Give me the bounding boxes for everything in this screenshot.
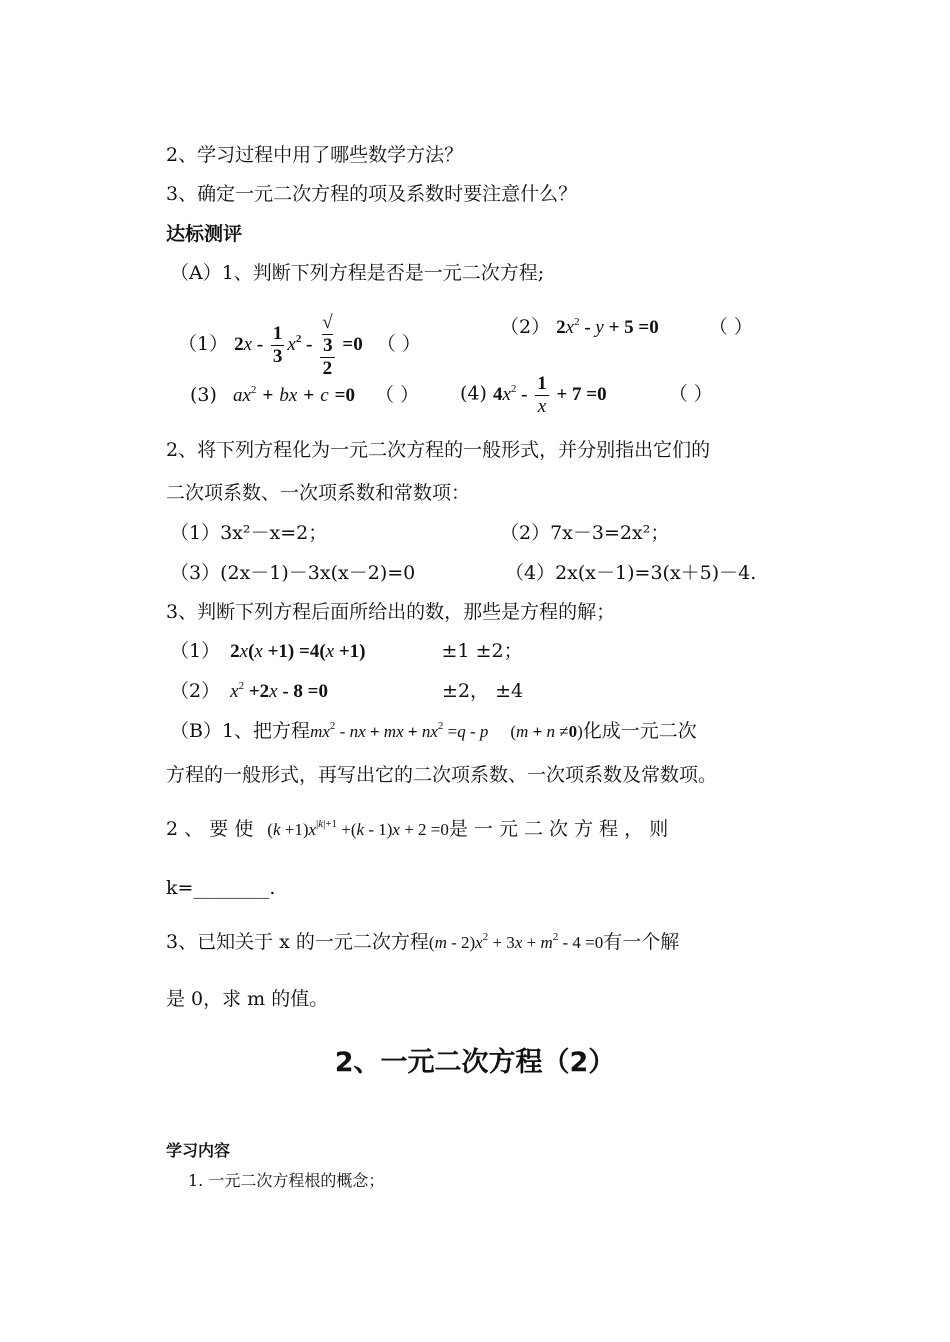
section-title: 达标测评 <box>166 223 243 245</box>
item-number: (4) <box>460 382 487 405</box>
equation: $ax^2$ + bx + c =0 <box>232 384 355 406</box>
lesson-title: 2、一元二次方程（2） <box>334 1047 616 1078</box>
equation: $2x^2 - y + 5 =0$ <box>556 316 659 338</box>
solution-values: ±2， ±4 <box>442 680 524 702</box>
answer-blank[interactable]: （ ） <box>708 316 753 338</box>
partB-q1 <box>170 722 697 741</box>
item-number: (3) <box>190 384 217 406</box>
partB-q2-line2[interactable]: k=________. <box>166 877 276 899</box>
partA-q1-label: （A）1、判断下列方程是否是一元二次方程; <box>170 262 545 284</box>
list-item: （3）(2x－1)－3x(x－2)=0 <box>170 562 416 584</box>
partB-q1-suffix: 化成一元二次 <box>582 720 697 742</box>
partB-q1-line2: 方程的一般形式，再写出它的二次项系数、一次项系数及常数项。 <box>166 764 718 786</box>
partA-q3-label: 3、判断下列方程后面所给出的数，那些是方程的解； <box>166 601 616 623</box>
reflection-q2: 2、学习过程中用了哪些数学方法？ <box>166 144 464 166</box>
equation: $x^2 +2x - 8 =0$ <box>230 680 328 702</box>
item-number: （1） <box>178 333 229 356</box>
equation-row <box>170 682 523 701</box>
equation-row <box>170 642 523 661</box>
list-item: （1）3x²－x=2； <box>170 522 328 544</box>
equation: $mx^2$ - nx + mx + $nx^2 =q - p$ <box>310 720 489 741</box>
item-number: （2） <box>170 680 221 702</box>
equation: $4x^2$ - $\frac{1}{x}$ + 7 =0 <box>492 373 607 417</box>
partB-q3-line2: 是 0，求 m 的值。 <box>166 988 329 1010</box>
partA-q2-line1: 2、将下列方程化为一元二次方程的一般形式，并分别指出它们的 <box>166 439 711 461</box>
item-number: （1） <box>170 640 221 662</box>
lesson-item: 1. 一元二次方程根的概念； <box>188 1171 385 1190</box>
partB-q1-prefix: （B）1、把方程 <box>170 720 311 742</box>
equation-row <box>500 318 753 337</box>
answer-blank[interactable]: （ ） <box>375 384 420 406</box>
solution-values: ±1 ±2； <box>441 640 523 662</box>
partB-q2-suffix: 是 一 元 二 次 方 程 ， 则 <box>448 818 669 840</box>
list-item: （4）2x(x－1)=3(x＋5)－4. <box>505 562 757 584</box>
equation: 2x(x +1) =4(x +1) <box>230 641 366 662</box>
partB-q2 <box>166 820 786 839</box>
equation: $(k +1)x^{|k|+1} +(k - 1)x + 2 =0$ <box>267 818 449 839</box>
partB-q3-prefix: 3、已知关于 x 的一元二次方程 <box>166 931 429 953</box>
equation-row <box>460 373 713 418</box>
lesson-subtitle: 学习内容 <box>166 1141 231 1160</box>
partB-q3 <box>166 933 679 952</box>
condition: (m + n ≠0) <box>510 722 583 741</box>
item-number: （2） <box>500 316 551 338</box>
equation: $(m - 2)x^2 + 3x + m^2 - 4 =0$ <box>428 931 604 952</box>
partA-q2-line2: 二次项系数、一次项系数和常数项： <box>166 482 471 504</box>
equation-row <box>178 312 421 380</box>
answer-blank[interactable]: （ ） <box>668 382 713 405</box>
reflection-q3: 3、确定一元二次方程的项及系数时要注意什么？ <box>166 183 578 205</box>
list-item: （2）7x－3=2x²； <box>500 522 670 544</box>
equation-row <box>190 386 419 405</box>
answer-blank[interactable]: （ ） <box>376 333 421 356</box>
partB-q2-prefix: 2 、 要 使 <box>166 818 254 840</box>
partB-q3-suffix: 有一个解 <box>603 931 680 953</box>
equation: 2x - $\frac{1}{3}$ $x^2$ - √ 3 2 =0 <box>234 312 363 379</box>
